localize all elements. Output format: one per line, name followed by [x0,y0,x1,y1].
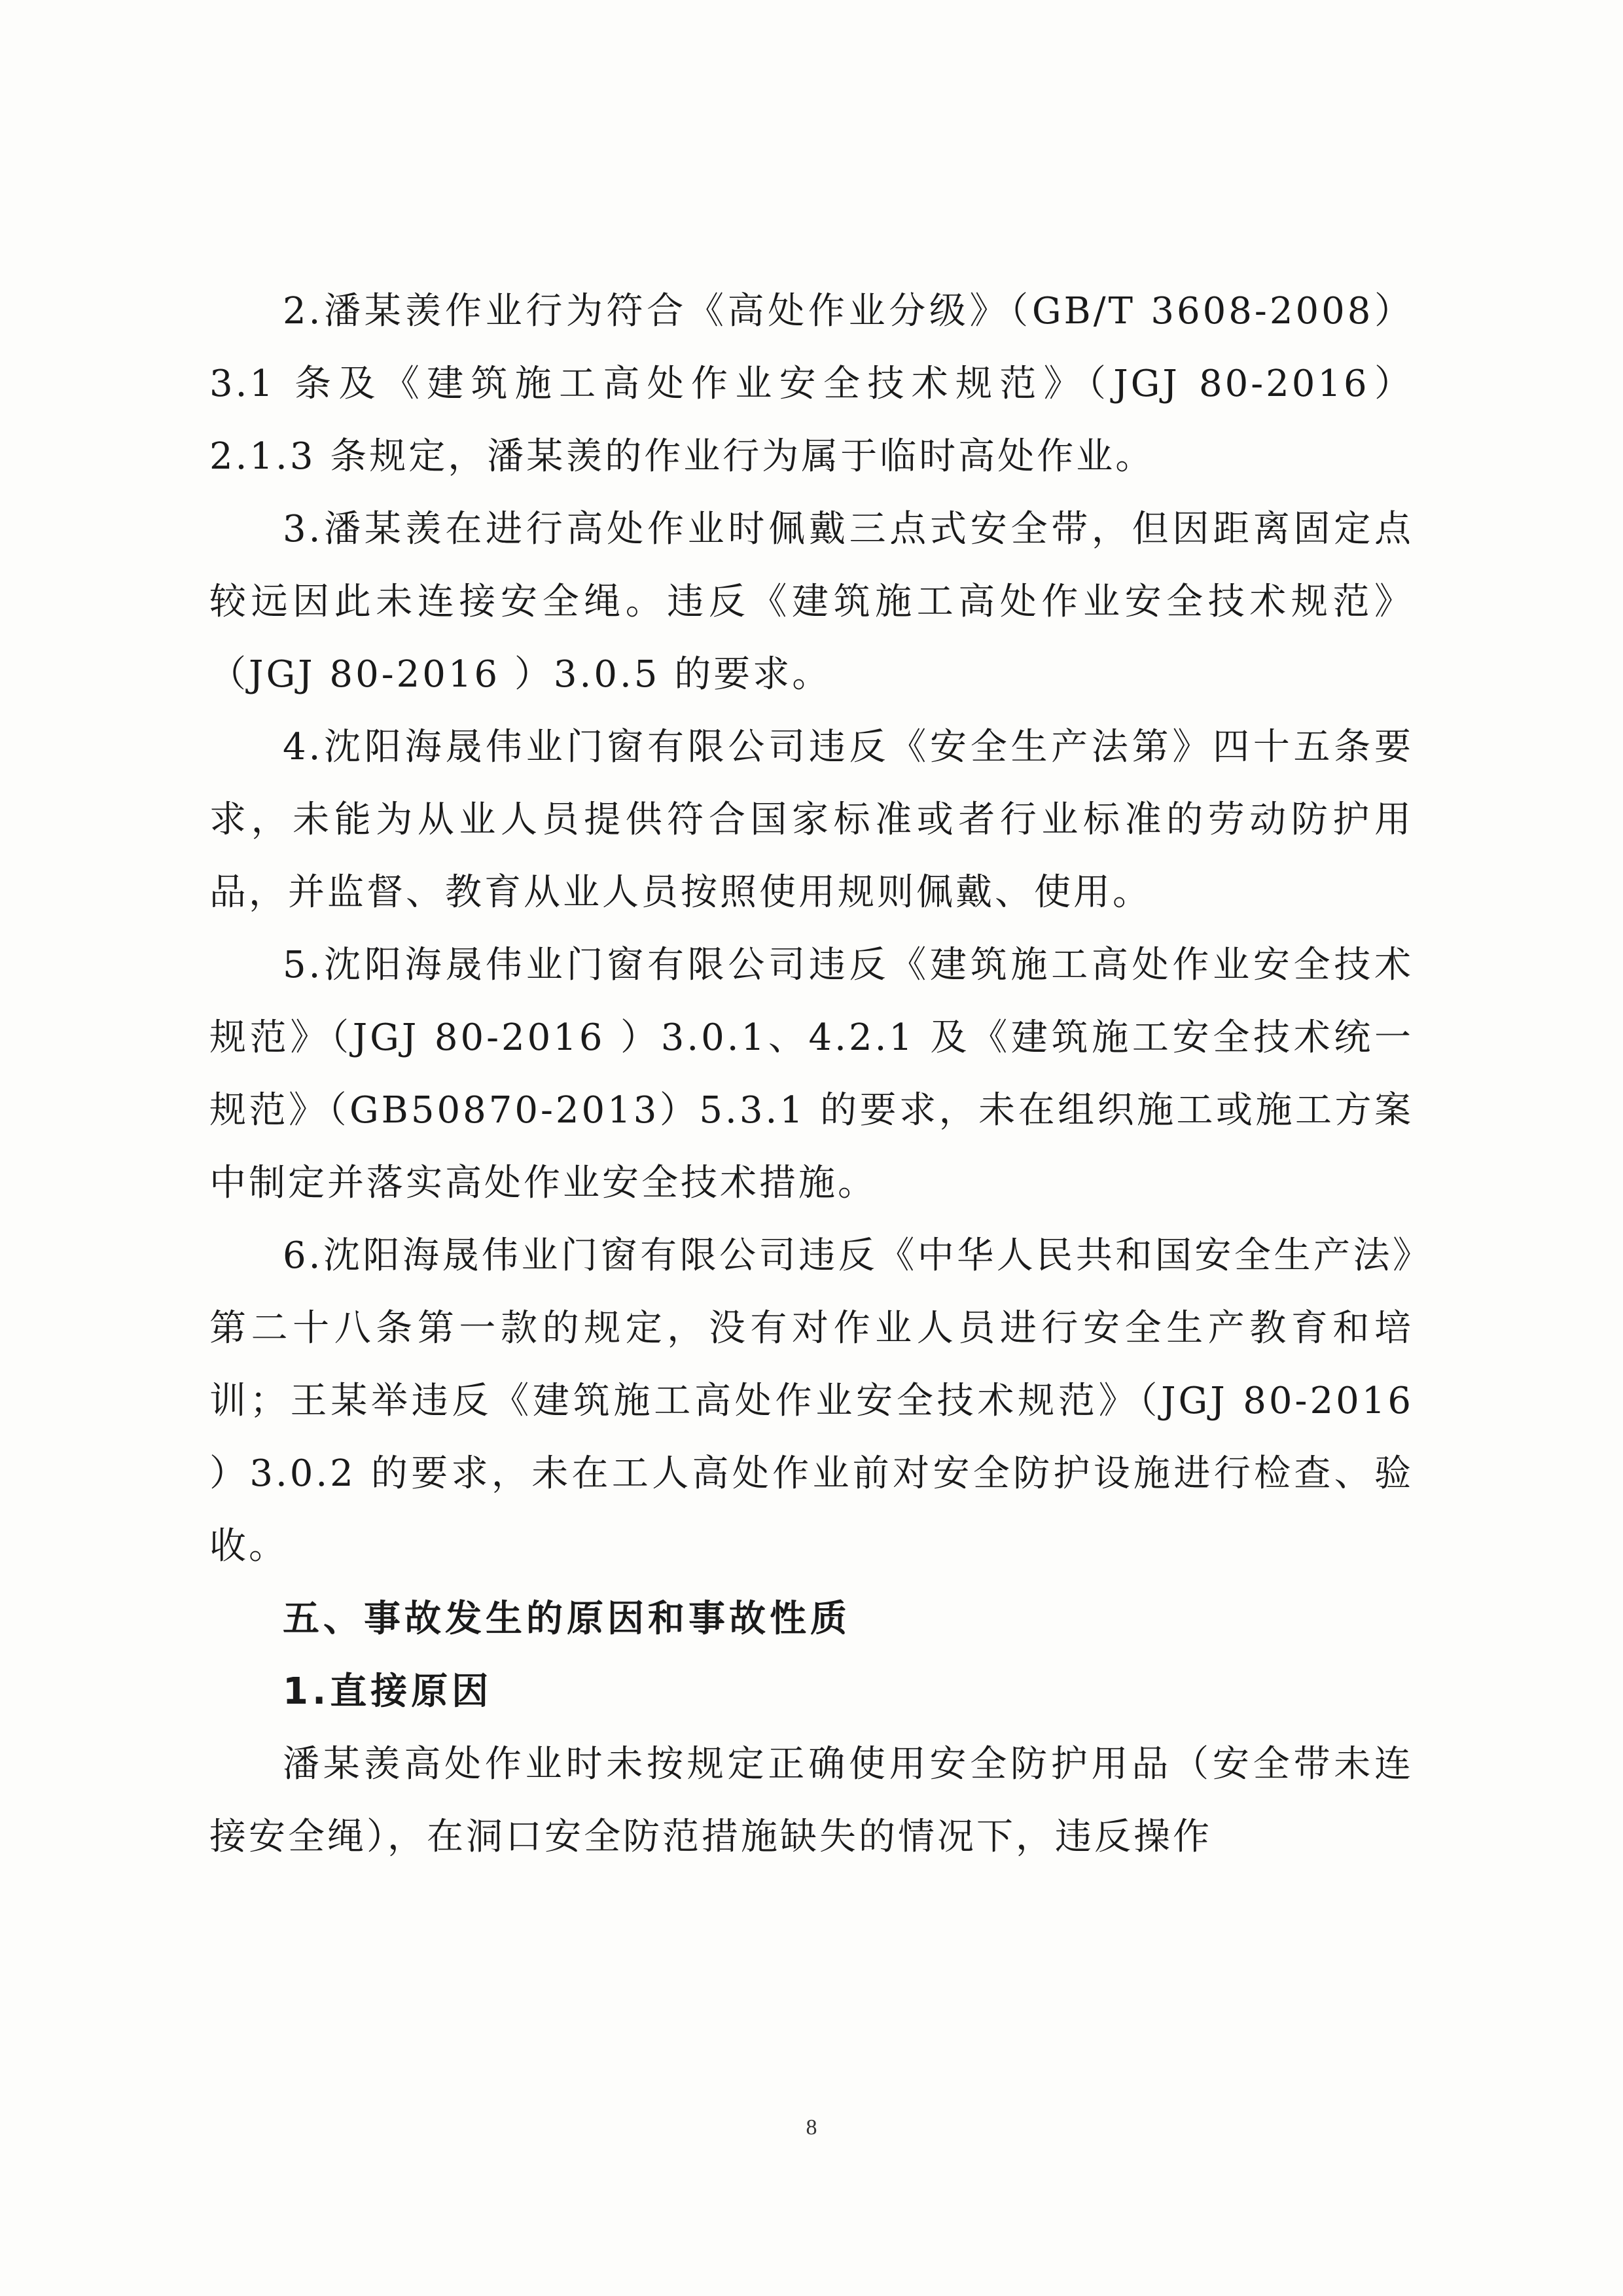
paragraph-3: 3.潘某羡在进行高处作业时佩戴三点式安全带，但因距离固定点较远因此未连接安全绳。违反《建筑施工高处作业安全技术规范》（JGJ 80-2016 ）3.0.5 的要求。 [209,508,1414,696]
paragraph-6: 6.沈阳海晟伟业门窗有限公司违反《中华人民共和国安全生产法》第二十八条第一款的规定，没有对作业人员进行安全生产教育和培训；王某举违反《建筑施工高处作业安全技术规范》（JGJ 80-2016 ）3.0.2 的要求，未在工人高处作业前对安全防护设施进行检查、验收。 [209,1234,1414,1568]
sub-heading: 1.直接原因 [283,1670,493,1713]
paragraph-5: 5.沈阳海晟伟业门窗有限公司违反《建筑施工高处作业安全技术规范》（JGJ 80-2016 ）3.0.1、4.2.1 及《建筑施工安全技术统一规范》（GB50870-2013）5.3.1 的要求，未在组织施工或施工方案中制定并落实高处作业安全技术措施。 [209,944,1414,1204]
closing-paragraph: 潘某羡高处作业时未按规定正确使用安全防护用品（安全带未连接安全绳），在洞口安全防范措施缺失的情况下，违反操作 [209,1743,1414,1858]
body-text [209,275,1414,1873]
section-heading: 五、事故发生的原因和事故性质 [283,1598,851,1640]
paragraph-4: 4.沈阳海晟伟业门窗有限公司违反《安全生产法第》四十五条要求，未能为从业人员提供符合国家标准或者行业标准的劳动防护用品，并监督、教育从业人员按照使用规则佩戴、使用。 [209,726,1414,914]
paragraph-2: 2.潘某羡作业行为符合《高处作业分级》（GB/T 3608-2008）3.1 条及《建筑施工高处作业安全技术规范》（JGJ 80-2016）2.1.3 条规定，潘某羡的作业行为属于临时高处作业。 [209,290,1414,478]
page-number: 8 [806,2115,817,2140]
